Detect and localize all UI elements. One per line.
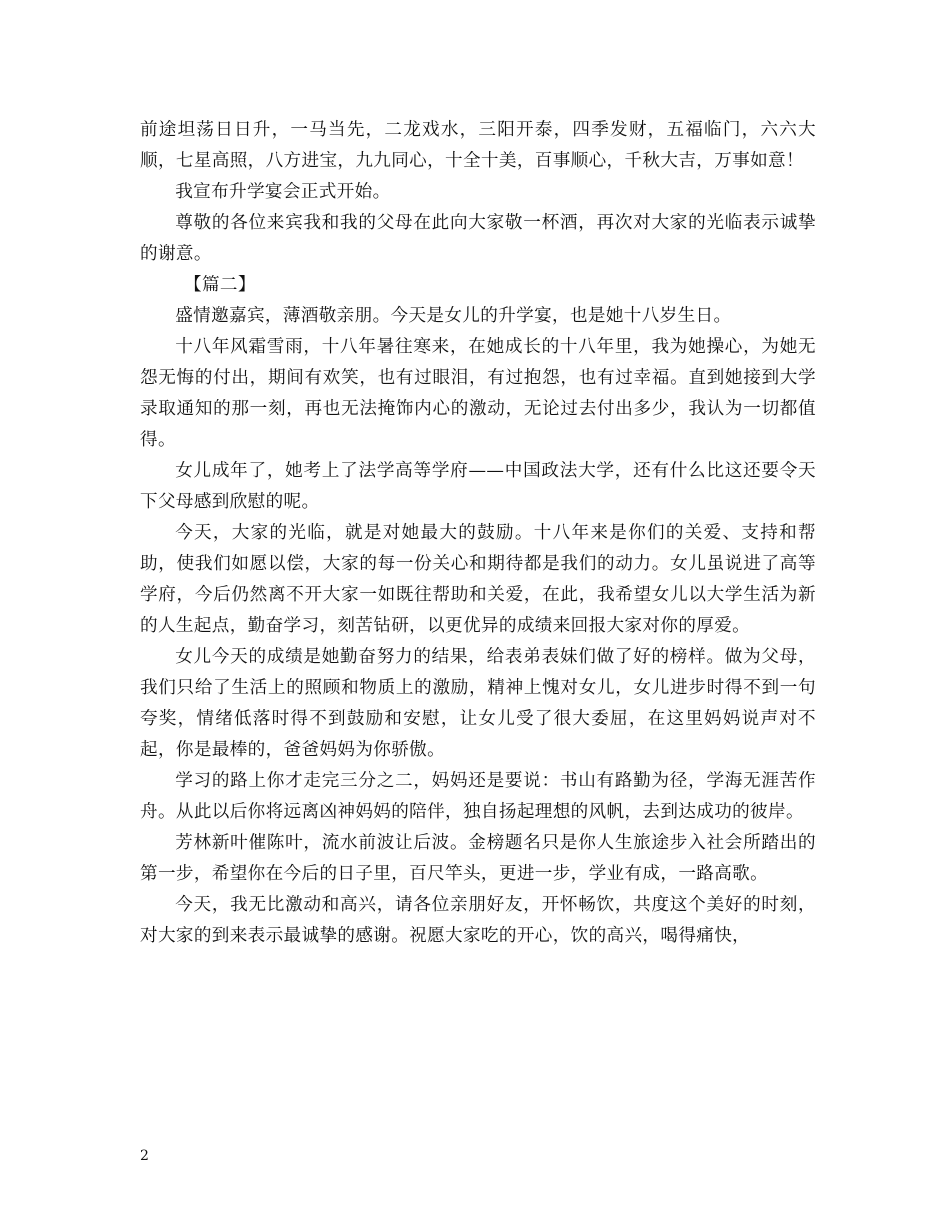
paragraph-invitation: 盛情邀嘉宾，薄酒敬亲朋。今天是女儿的升学宴，也是她十八岁生日。 [175, 306, 732, 326]
paragraph-golden-list: 芳林新叶催陈叶，流水前波让后波。金榜题名只是你人生旅途步入社会所踏出的第一步，希望你在今后的日子里，百尺竿头，更进一步，学业有成，一路高歌。 [140, 833, 816, 884]
paragraph-toast: 尊敬的各位来宾我和我的父母在此向大家敬一杯酒，再次对大家的光临表示诚挚的谢意。 [140, 213, 816, 264]
section-heading: 【篇二】 [184, 275, 256, 295]
paragraph-closing: 今天，我无比激动和高兴，请各位亲朋好友，开怀畅饮，共度这个美好的时刻，对大家的到来表示最诚挚的感谢。祝愿大家吃的开心，饮的高兴，喝得痛快， [140, 895, 816, 946]
paragraph-achievement: 女儿今天的成绩是她勤奋努力的结果，给表弟表妹们做了好的榜样。做为父母，我们只给了生活上的照顾和物质上的激励，精神上愧对女儿，女儿进步时得不到一句夸奖，情绪低落时得不到鼓励和安慰，让女儿受了很大委屈，在这里妈妈说声对不起，你是最棒的，爸爸妈妈为你骄傲。 [140, 647, 816, 760]
paragraph-eighteen-years: 十八年风霜雪雨，十八年暑往寒来，在她成长的十八年里，我为她操心，为她无怨无悔的付出，期间有欢笑，也有过眼泪，有过抱怨，也有过幸福。直到她接到大学录取通知的那一刻，再也无法掩饰内心的激动，无论过去付出多少，我认为一切都值得。 [140, 337, 816, 450]
paragraph-university: 女儿成年了，她考上了法学高等学府——中国政法大学，还有什么比这还要令天下父母感到欣慰的呢。 [140, 461, 816, 512]
paragraph-continued: 前途坦荡日日升，一马当先，二龙戏水，三阳开泰，四季发财，五福临门，六六大顺，七星高照，八方进宝，九九同心，十全十美，百事顺心，千秋大吉，万事如意！ [140, 120, 816, 171]
paragraph-announcement: 我宣布升学宴会正式开始。 [175, 182, 391, 202]
paragraph-study-road: 学习的路上你才走完三分之二，妈妈还是要说：书山有路勤为径，学海无涯苦作舟。从此以后你将远离凶神妈妈的陪伴，独自扬起理想的风帆，去到达成功的彼岸。 [140, 771, 816, 822]
paragraph-thanks-guests: 今天，大家的光临，就是对她最大的鼓励。十八年来是你们的关爱、支持和帮助，使我们如愿以偿，大家的每一份关心和期待都是我们的动力。女儿虽说进了高等学府，今后仍然离不开大家一如既往帮助和关爱，在此，我希望女儿以大学生活为新的人生起点，勤奋学习，刻苦钻研，以更优异的成绩来回报大家对你的厚爱。 [140, 523, 816, 636]
document-body [140, 115, 816, 952]
page-number: 2 [140, 1148, 149, 1164]
